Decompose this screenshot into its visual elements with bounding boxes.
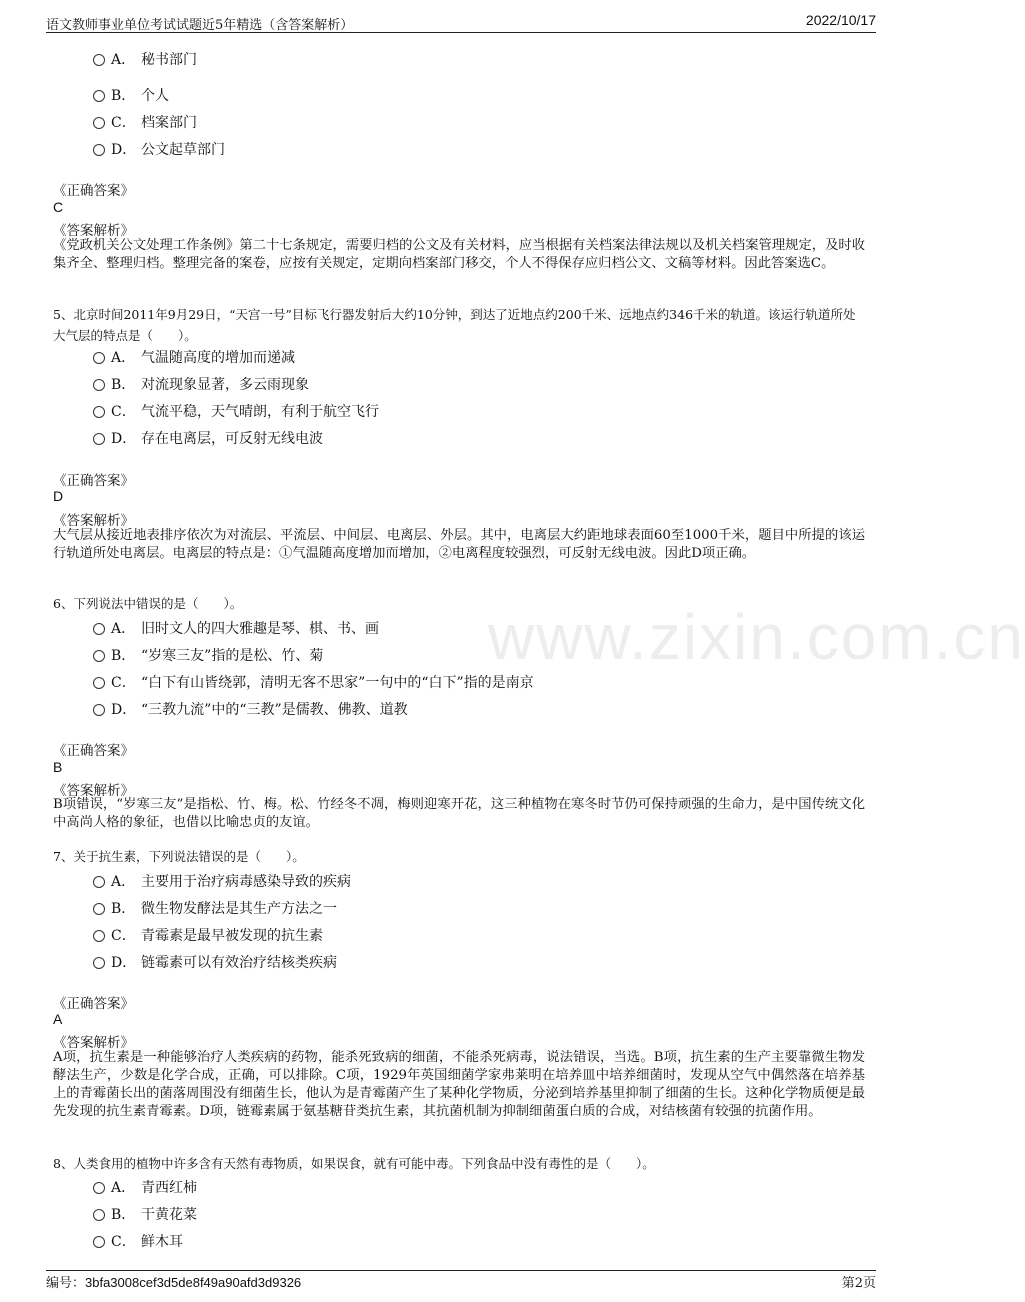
radio-icon[interactable] <box>93 144 105 156</box>
q6-option-d[interactable]: D． “三教九流”中的“三教”是儒教、佛教、道教 <box>93 699 408 719</box>
radio-icon[interactable] <box>93 406 105 418</box>
q7-question: 7、关于抗生素，下列说法错误的是（ ）。 <box>53 849 305 864</box>
analysis-label: 《答案解析》 <box>53 1035 134 1051</box>
q5-question: 5、北京时间2011年9月29日，“天宫一号”目标飞行器发射后大约10分钟，到达了近地点约200千米、远地点约346千米的轨道。该运行轨道所处大气层的特点是（ ）。 <box>53 307 856 343</box>
radio-icon[interactable] <box>93 1209 105 1221</box>
document-date: 2022/10/17 <box>805 12 876 28</box>
document-code: 编号：3bfa3008cef3d5de8f49a90afd3d9326 <box>46 1275 302 1290</box>
radio-icon[interactable] <box>93 650 105 662</box>
q7-option-d[interactable]: D． 链霉素可以有效治疗结核类疾病 <box>93 952 337 972</box>
q5-option-d[interactable]: D． 存在电离层，可反射无线电波 <box>93 428 323 448</box>
radio-icon[interactable] <box>93 379 105 391</box>
q5-option-a[interactable]: A． 气温随高度的增加而递减 <box>93 347 295 367</box>
radio-icon[interactable] <box>93 1236 105 1248</box>
q6-option-a[interactable]: A． 旧时文人的四大雅趣是琴、棋、书、画 <box>93 618 379 638</box>
q5-analysis: 大气层从接近地表排序依次为对流层、平流层、中间层、电离层、外层。其中，电离层大约距地球表面60至1000千米，题目中所提的该运行轨道所处电离层。电离层的特点是：①气温随高度增加而增加，②电离程度较强烈，可反射无线电波。因此D项正确。 <box>53 528 865 561</box>
q4-option-c[interactable]: C． 档案部门 <box>93 112 197 132</box>
analysis-label: 《答案解析》 <box>53 783 134 799</box>
analysis-label: 《答案解析》 <box>53 513 134 529</box>
q8-option-b[interactable]: B． 干黄花菜 <box>93 1204 197 1224</box>
q7-analysis: A项，抗生素是一种能够治疗人类疾病的药物，能杀死致病的细菌，不能杀死病毒，说法错误，当选。B项，抗生素的生产主要靠微生物发酵法生产，少数是化学合成，正确，可以排除。C项，1929年英国细菌学家弗莱明在培养皿中培养细菌时，发现从空气中偶然落在培养基上的青霉菌长出的菌落周围没有细菌生长，他认为是青霉菌产生了某种化学物质，分泌到培养基里抑制了细菌的生长。这种化学物质便是最先发现的抗生素青霉素。D项，链霉素属于氨基糖苷类抗生素，其抗菌机制为抑制细菌蛋白质的合成，对结核菌有较强的抗菌作用。 <box>53 1050 865 1119</box>
page-number: 第2页 <box>841 1276 876 1291</box>
q8-option-c[interactable]: C． 鲜木耳 <box>93 1231 183 1251</box>
radio-icon[interactable] <box>93 903 105 915</box>
q5-answer: D <box>53 488 64 504</box>
radio-icon[interactable] <box>93 90 105 102</box>
q7-option-c[interactable]: C． 青霉素是最早被发现的抗生素 <box>93 925 323 945</box>
radio-icon[interactable] <box>93 352 105 364</box>
watermark: www.zixin.com.cn <box>488 601 1025 673</box>
radio-icon[interactable] <box>93 876 105 888</box>
q6-answer: B <box>53 759 63 775</box>
radio-icon[interactable] <box>93 433 105 445</box>
correct-answer-label: 《正确答案》 <box>53 473 134 489</box>
correct-answer-label: 《正确答案》 <box>53 743 134 759</box>
radio-icon[interactable] <box>93 957 105 969</box>
q8-option-a[interactable]: A． 青西红柿 <box>93 1177 197 1197</box>
correct-answer-label: 《正确答案》 <box>53 996 134 1012</box>
radio-icon[interactable] <box>93 54 105 66</box>
radio-icon[interactable] <box>93 623 105 635</box>
q4-option-b[interactable]: B． 个人 <box>93 85 169 105</box>
radio-icon[interactable] <box>93 677 105 689</box>
q5-option-c[interactable]: C． 气流平稳，天气晴朗，有利于航空飞行 <box>93 401 379 421</box>
q8-question: 8、人类食用的植物中许多含有天然有毒物质，如果误食，就有可能中毒。下列食品中没有毒性的是（ ）。 <box>53 1156 655 1171</box>
radio-icon[interactable] <box>93 704 105 716</box>
document-title: 语文教师事业单位考试试题近5年精选（含答案解析） <box>46 18 354 33</box>
q6-option-c[interactable]: C． “白下有山皆绕郭，清明无客不思家”一句中的“白下”指的是南京 <box>93 672 534 692</box>
q6-question: 6、下列说法中错误的是（ ）。 <box>53 596 243 611</box>
q4-analysis: 《党政机关公文处理工作条例》第二十七条规定，需要归档的公文及有关材料，应当根据有关档案法律法规以及机关档案管理规定，及时收集齐全、整理归档。整理完备的案卷，应按有关规定，定期向档案部门移交，个人不得保存应归档公文、文稿等材料。因此答案选C。 <box>53 238 865 271</box>
radio-icon[interactable] <box>93 117 105 129</box>
correct-answer-label: 《正确答案》 <box>53 183 134 199</box>
page-footer <box>46 1270 876 1293</box>
analysis-label: 《答案解析》 <box>53 223 134 239</box>
q4-option-a[interactable]: A． 秘书部门 <box>93 49 197 69</box>
q4-option-d[interactable]: D． 公文起草部门 <box>93 139 225 159</box>
page-header <box>46 10 876 33</box>
q4-answer: C <box>53 199 64 215</box>
q7-option-b[interactable]: B． 微生物发酵法是其生产方法之一 <box>93 898 337 918</box>
radio-icon[interactable] <box>93 1182 105 1194</box>
q6-analysis: B项错误，“岁寒三友”是指松、竹、梅。松、竹经冬不凋，梅则迎寒开花，这三种植物在寒冬时节仍可保持顽强的生命力，是中国传统文化中高尚人格的象征，也借以比喻忠贞的友谊。 <box>53 797 865 830</box>
radio-icon[interactable] <box>93 930 105 942</box>
q7-option-a[interactable]: A． 主要用于治疗病毒感染导致的疾病 <box>93 871 351 891</box>
q7-answer: A <box>53 1011 63 1027</box>
q6-option-b[interactable]: B． “岁寒三友”指的是松、竹、菊 <box>93 645 323 665</box>
q5-option-b[interactable]: B． 对流现象显著，多云雨现象 <box>93 374 309 394</box>
